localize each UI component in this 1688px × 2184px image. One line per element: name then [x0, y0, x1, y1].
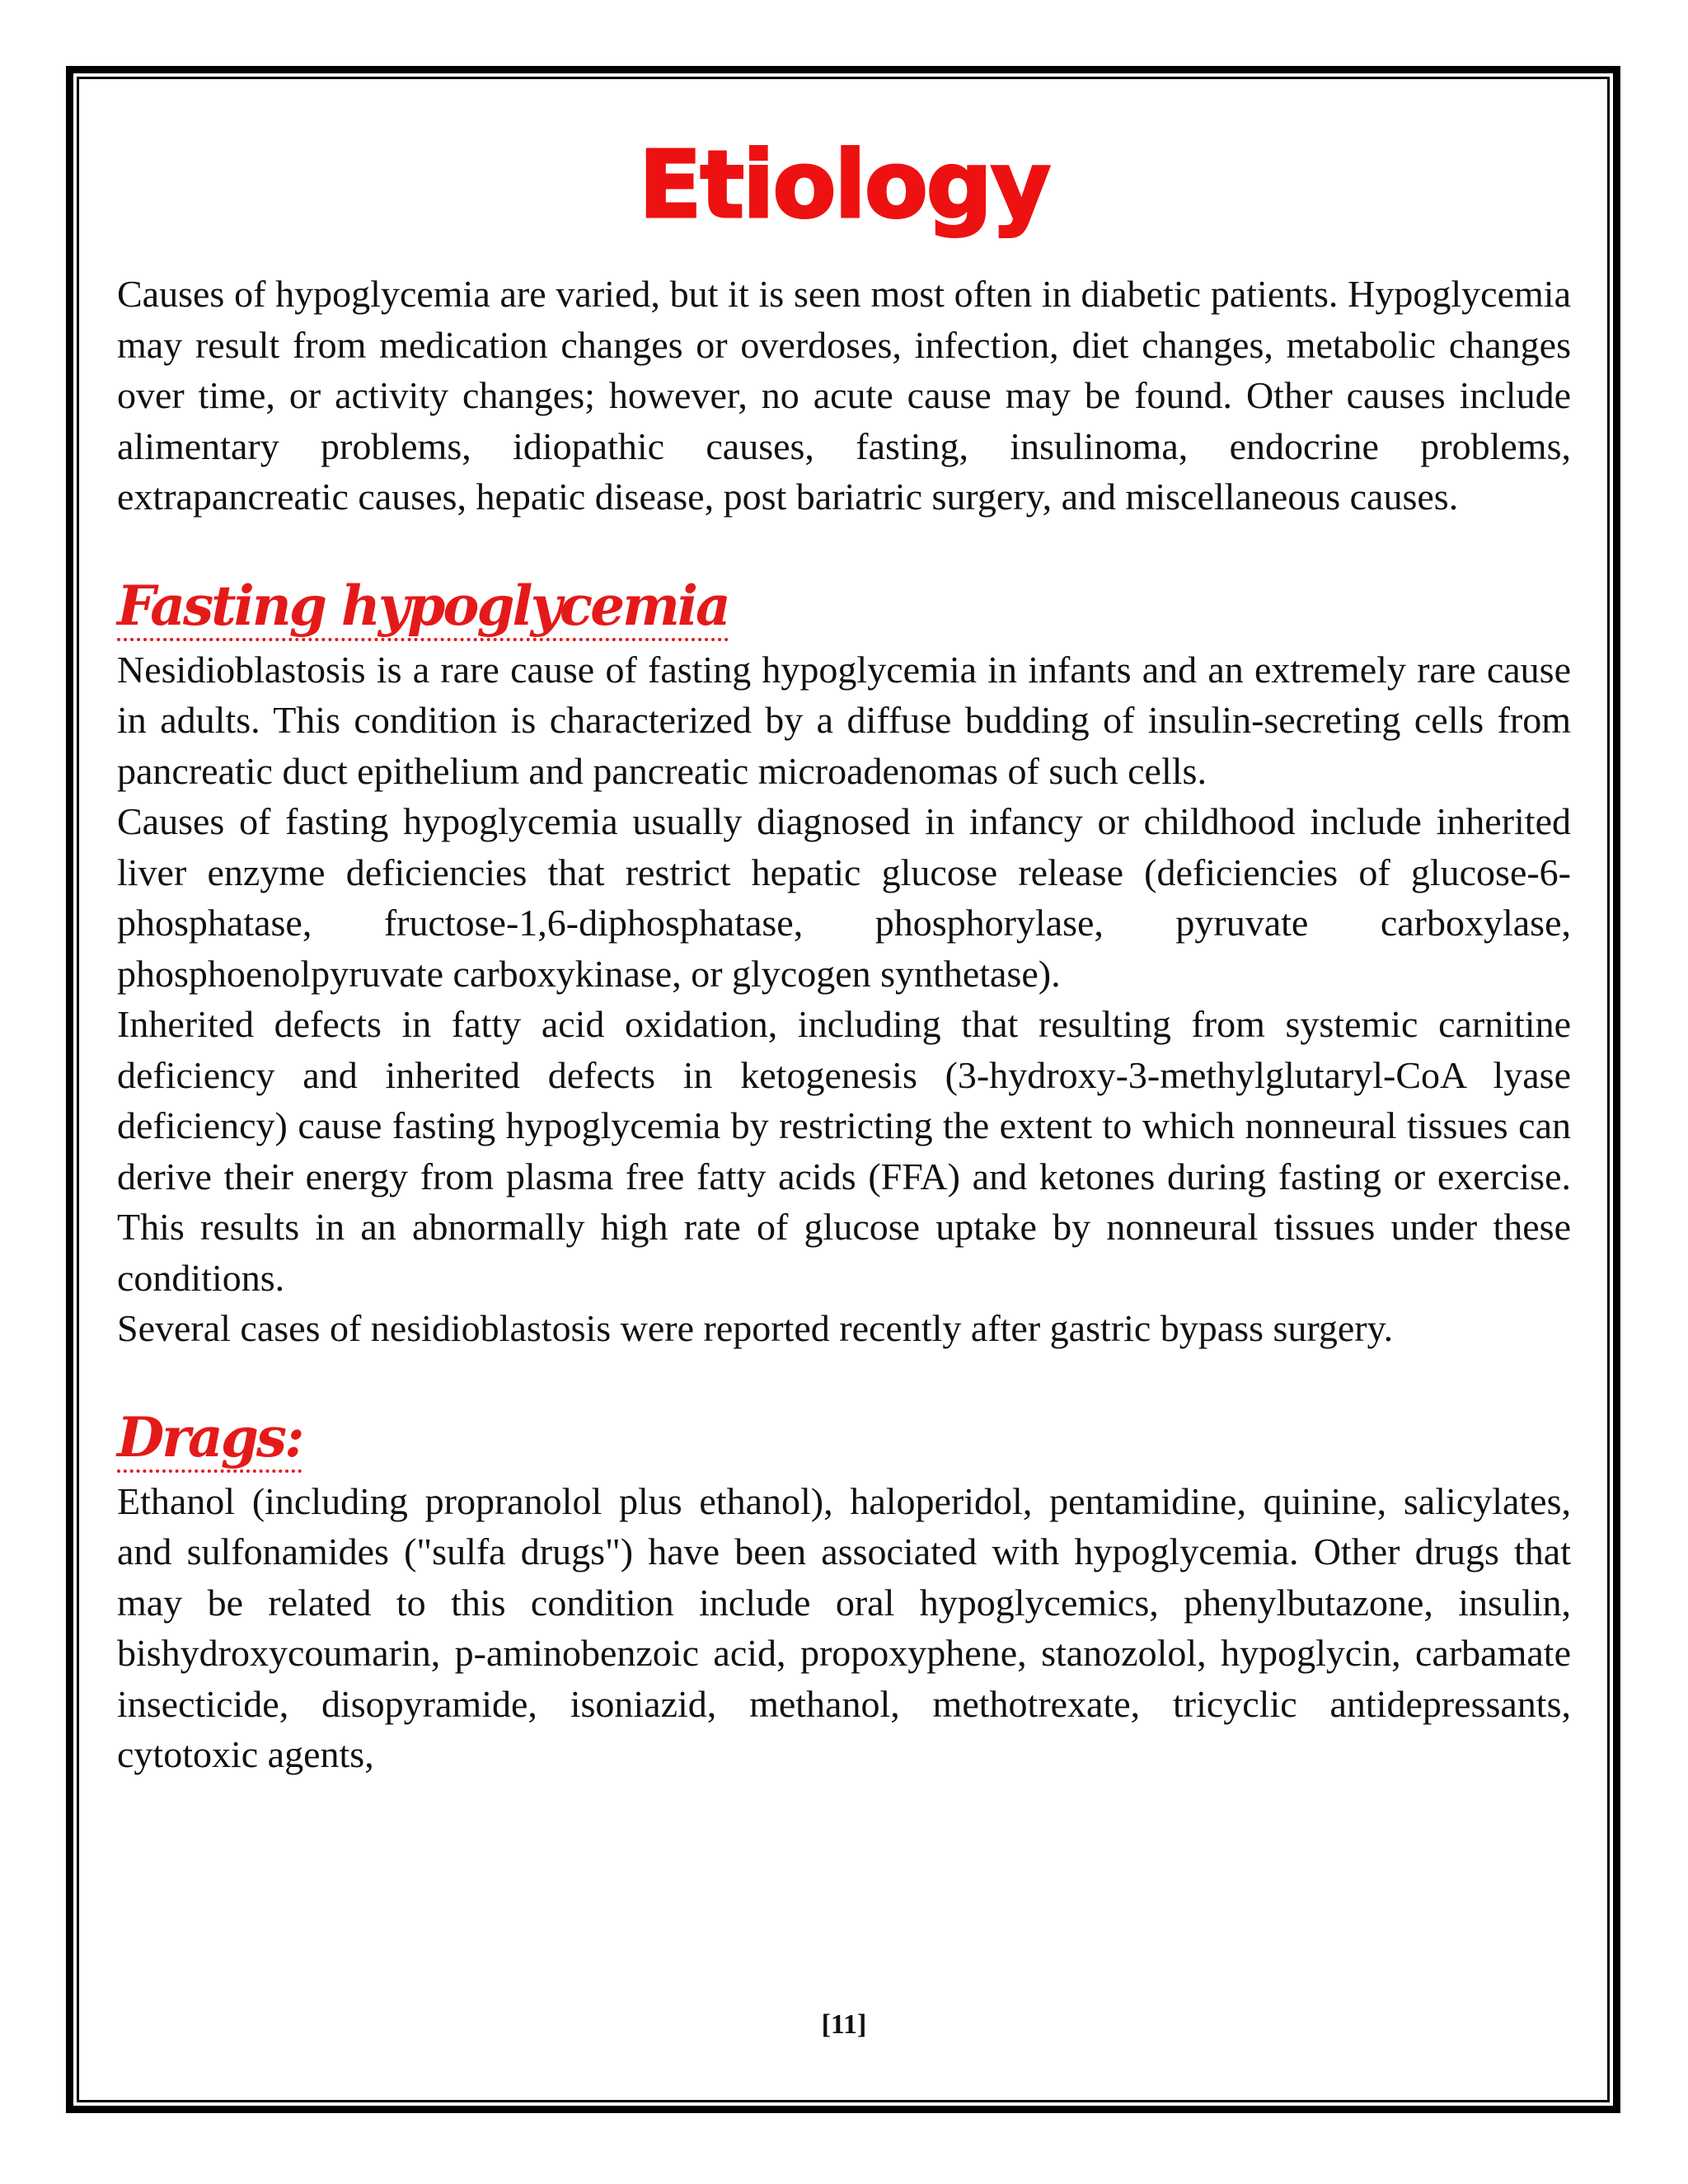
fasting-paragraph-4: Several cases of nesidioblastosis were reported recently after gastric bypass surgery.	[117, 1307, 1394, 1349]
fasting-hypoglycemia-heading: Fasting hypoglycemia	[117, 574, 729, 641]
fasting-paragraph-3: Inherited defects in fatty acid oxidation, including that resulting from systemic carnitine deficiency and inherited defects in ketogenesis (3-hydroxy-3-methylglutaryl-CoA lyase deficiency) cause fasting hypoglycemia by restricting the extent to which nonneural tissues can derive their energy from plasma free fatty acids (FFA) and ketones during fasting or exercise. This results in an abnormally high rate of glucose uptake by nonneural tissues under these conditions.	[117, 1003, 1571, 1299]
section-spacer	[117, 1354, 1571, 1405]
fasting-paragraph-1: Nesidioblastosis is a rare cause of fasting hypoglycemia in infants and an extremely rare cause in adults. This condition is characterized by a diffuse budding of insulin-secreting cells from pancreatic duct epithelium and pancreatic microadenomas of such cells.	[117, 648, 1571, 792]
page-number: [11]	[821, 2009, 867, 2040]
drags-paragraph-1: Ethanol (including propranolol plus ethanol), haloperidol, pentamidine, quinine, salicylates, and sulfonamides ("sulfa drugs") have been associated with hypoglycemia. Other drugs that may be related to this condition include oral hypoglycemics, phenylbutazone, insulin, bishydroxycoumarin, p-aminobenzoic acid, propoxyphene, stanozolol, hypoglycin, carbamate insecticide, disopyramide, isoniazid, methanol, methotrexate, tricyclic antidepressants, cytotoxic agents,	[117, 1479, 1571, 1775]
intro-paragraph: Causes of hypoglycemia are varied, but it is seen most often in diabetic patients. Hypoglycemia may result from medication changes or overdoses, infection, diet changes, metabolic changes over time, or activity changes; however, no acute cause may be found. Other causes include alimentary problems, idiopathic causes, fasting, insulinoma, endocrine problems, extrapancreatic causes, hepatic disease, post bariatric surgery, and miscellaneous causes.	[117, 273, 1571, 518]
drags-heading: Drags:	[117, 1405, 302, 1473]
fasting-heading-wrap	[117, 574, 1571, 641]
fasting-paragraph-2: Causes of fasting hypoglycemia usually diagnosed in infancy or childhood include inherited liver enzyme deficiencies that restrict hepatic glucose release (deficiencies of glucose-6-phosphatase, fructose-1,6-diphosphatase, phosphorylase, pyruvate carboxylase, phosphoenolpyruvate carboxykinase, or glycogen synthetase).	[117, 800, 1571, 995]
page-title: Etiology	[639, 132, 1049, 239]
section-spacer	[117, 523, 1571, 574]
drags-heading-wrap	[117, 1405, 1571, 1473]
document-page	[117, 132, 1571, 1780]
